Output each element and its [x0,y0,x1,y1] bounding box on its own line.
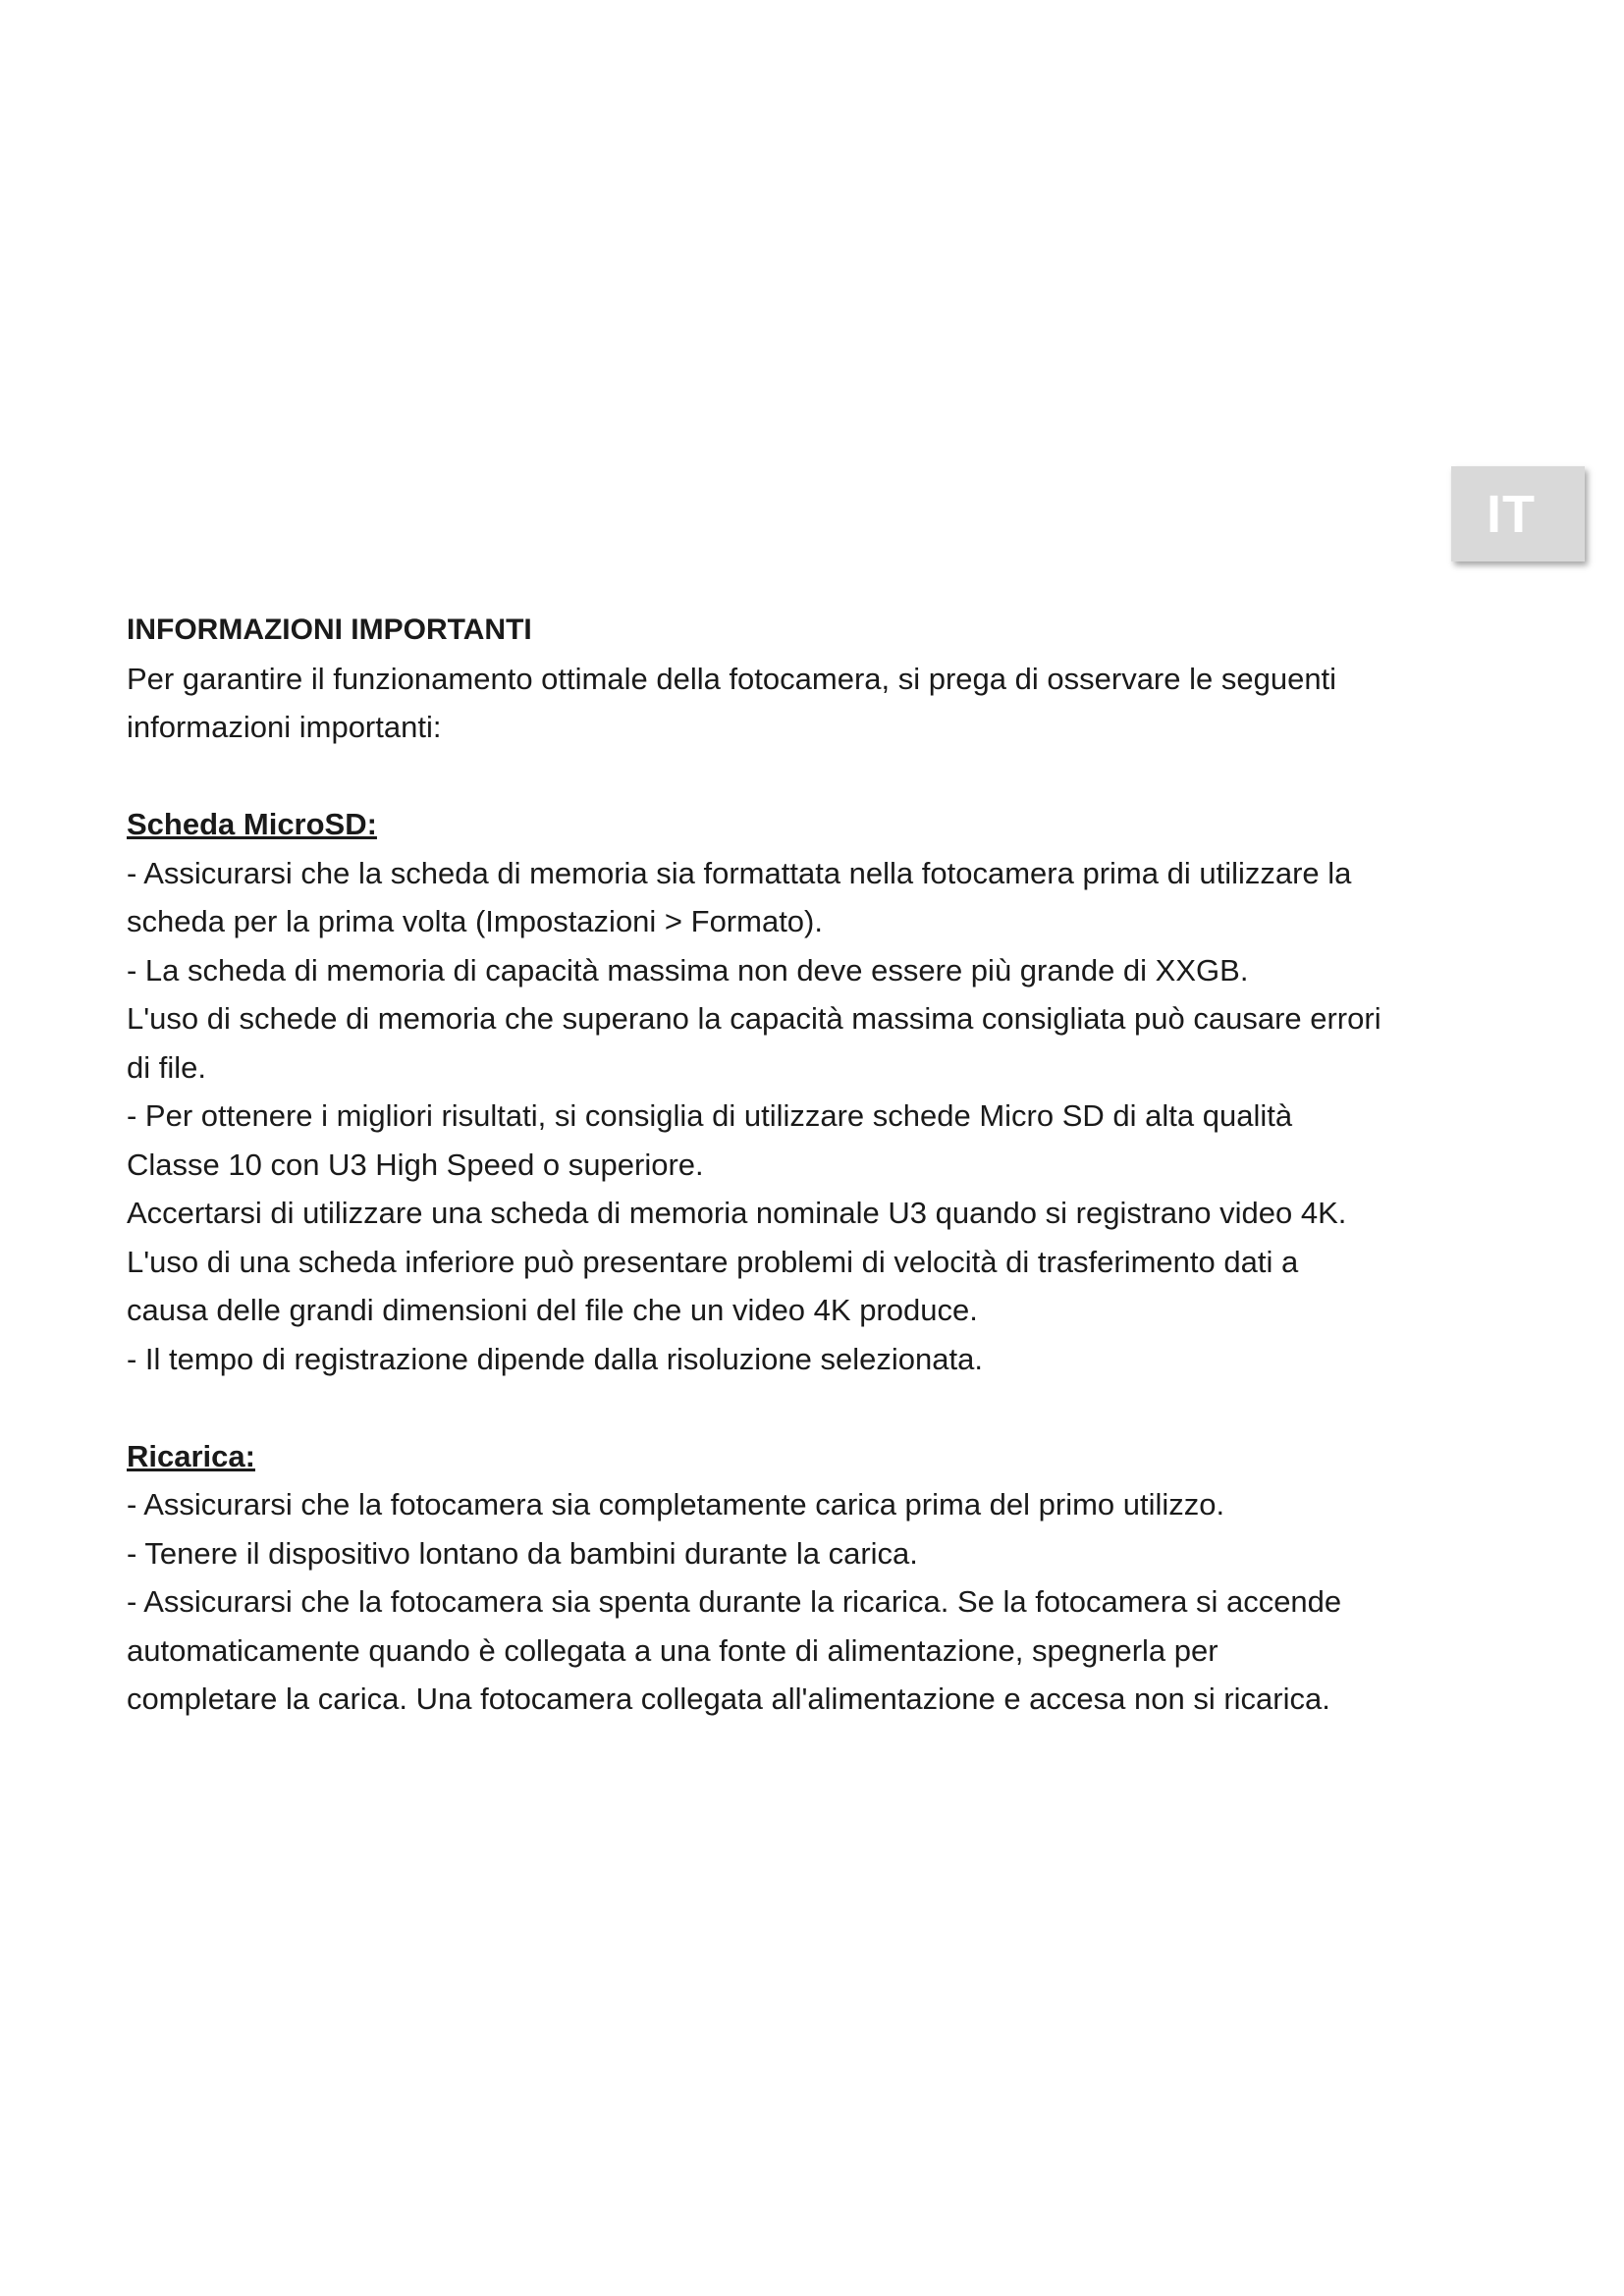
section-title-ricarica: Ricarica: [127,1438,255,1473]
language-tab-label: IT [1487,484,1536,544]
microsd-line: Classe 10 con U3 High Speed o superiore. [127,1147,704,1182]
document-body [127,606,1501,1724]
microsd-line: causa delle grandi dimensioni del file che un video 4K produce. [127,1293,978,1327]
ricarica-line: - Tenere il dispositivo lontano da bambini durante la carica. [127,1535,918,1571]
language-tab [1451,466,1585,561]
intro-line: informazioni importanti: [127,710,442,744]
microsd-line: - Il tempo di registrazione dipende dalla risoluzione selezionata. [127,1341,983,1376]
microsd-line: Accertarsi di utilizzare una scheda di memoria nominale U3 quando si registrano video 4K. [127,1196,1347,1230]
section-title-microsd: Scheda MicroSD: [127,807,377,841]
microsd-line: - Per ottenere i migliori risultati, si consiglia di utilizzare schede Micro SD di alta qualità [127,1098,1293,1133]
microsd-line: L'uso di una scheda inferiore può presentare problemi di velocità di trasferimento dati a [127,1244,1299,1279]
ricarica-line: completare la carica. Una fotocamera collegata all'alimentazione e accesa non si ricarica. [127,1682,1330,1716]
spacer [127,752,1501,801]
microsd-line: L'uso di schede di memoria che superano la capacità massima consigliata può causare errori [127,1001,1381,1036]
microsd-line: scheda per la prima volta (Impostazioni > Formato). [127,904,823,938]
ricarica-line: - Assicurarsi che la fotocamera sia spenta durante la ricarica. Se la fotocamera si accende [127,1584,1342,1619]
ricarica-line: - Assicurarsi che la fotocamera sia completamente carica prima del primo utilizzo. [127,1487,1225,1522]
document-title: INFORMAZIONI IMPORTANTI [127,614,532,646]
microsd-line: di file. [127,1049,206,1085]
intro-line: Per garantire il funzionamento ottimale della fotocamera, si prega di osservare le seguenti [127,661,1337,696]
ricarica-line: automaticamente quando è collegata a una fonte di alimentazione, spegnerla per [127,1632,1218,1668]
microsd-line: - Assicurarsi che la scheda di memoria sia formattata nella fotocamera prima di utilizzare la [127,855,1352,890]
microsd-line: - La scheda di memoria di capacità massima non deve essere più grande di XXGB. [127,952,1249,988]
spacer [127,1383,1501,1432]
